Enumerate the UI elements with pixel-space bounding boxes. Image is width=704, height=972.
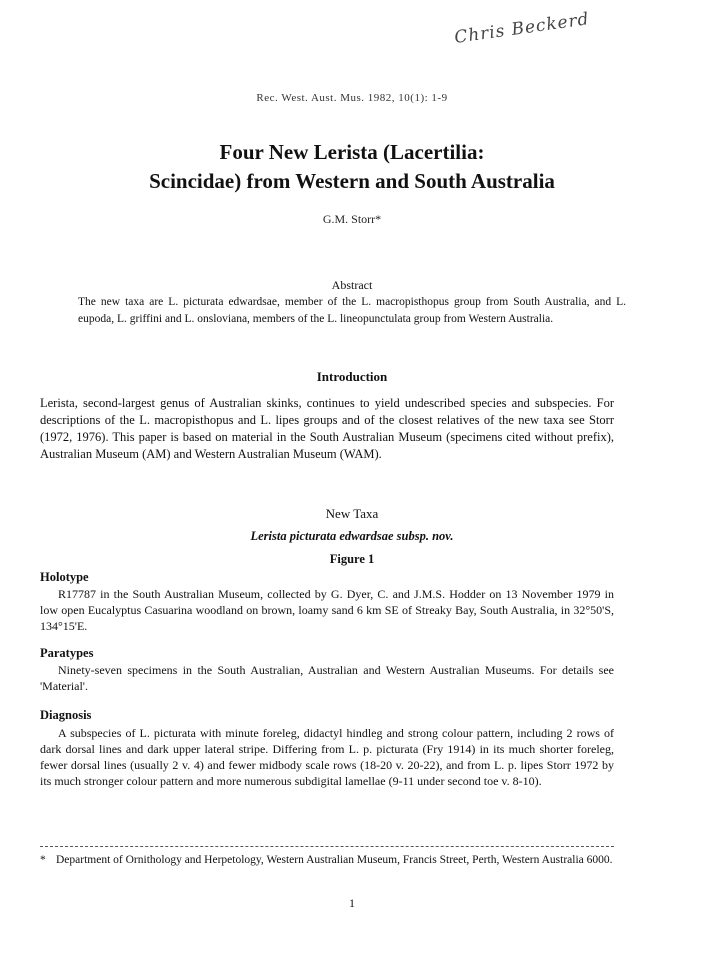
paratypes-body: Ninety-seven specimens in the South Australian, Australian and Western Australian Museums. For details see 'Material'. [40,663,614,693]
footnote-divider [40,846,614,847]
abstract-heading: Abstract [331,278,373,292]
new-taxa-heading: New Taxa [325,506,379,521]
paratypes-heading: Paratypes [40,646,94,660]
diagnosis-heading: Diagnosis [40,708,92,722]
title-line-1: Four New Lerista (Lacertilia: [219,140,485,164]
paper-title [0,138,704,196]
introduction-body: Lerista, second-largest genus of Australian skinks, continues to yield undescribed species and subspecies. For descriptions of the L. macropisthopus and L. lipes groups and of the closest relatives of the new taxa see Storr (1972, 1976). This paper is based on material in the South Australian Museum (specimens cited without prefix), Australian Museum (AM) and Western Australian Museum (WAM). [40,396,614,461]
footnote-text: Department of Ornithology and Herpetology, Western Australian Museum, Francis Street, Perth, Western Australia 6000. [56,854,613,866]
diagnosis-body: A subspecies of L. picturata with minute foreleg, didactyl hindleg and strong colour pattern, including 2 rows of dark dorsal lines and dark upper lateral stripe. Differing from L. p. picturata (Fry 1914) in its much shorter foreleg, fewer dorsal lines (usually 2 v. 4) and fewer midbody scale rows (18-20 v. 20-22), and from L. p. lipes Storr 1972 by its much stronger colour pattern and more numerous subdigital lamellae (9-11 under second toe v. 8-10). [40,726,614,788]
abstract-body: The new taxa are L. picturata edwardsae, member of the L. macropisthopus group from South Australia, and L. eupoda, L. griffini and L. onsloviana, members of the L. lineopunctulata group from Western Australia. [78,296,626,325]
title-line-2: Scincidae) from Western and South Australia [149,169,555,193]
taxon-name: Lerista picturata edwardsae subsp. nov. [250,529,454,543]
handwritten-note: Chris Beckerd [453,9,591,48]
holotype-heading: Holotype [40,570,89,584]
footnote-marker: * [40,854,46,866]
introduction-heading: Introduction [316,369,388,384]
footnote [40,852,614,868]
holotype-body: R17787 in the South Australian Museum, collected by G. Dyer, C. and J.M.S. Hodder on 13 November 1979 in low open Eucalyptus Casuarina woodland on brown, loamy sand 6 km SE of Streaky Bay, South Australia, in 32°50'S, 134°15'E. [40,587,614,633]
page-number: 1 [349,896,355,910]
author: G.M. Storr* [322,212,382,226]
journal-reference: Rec. West. Aust. Mus. 1982, 10(1): 1-9 [256,92,448,104]
figure-reference: Figure 1 [329,552,375,566]
